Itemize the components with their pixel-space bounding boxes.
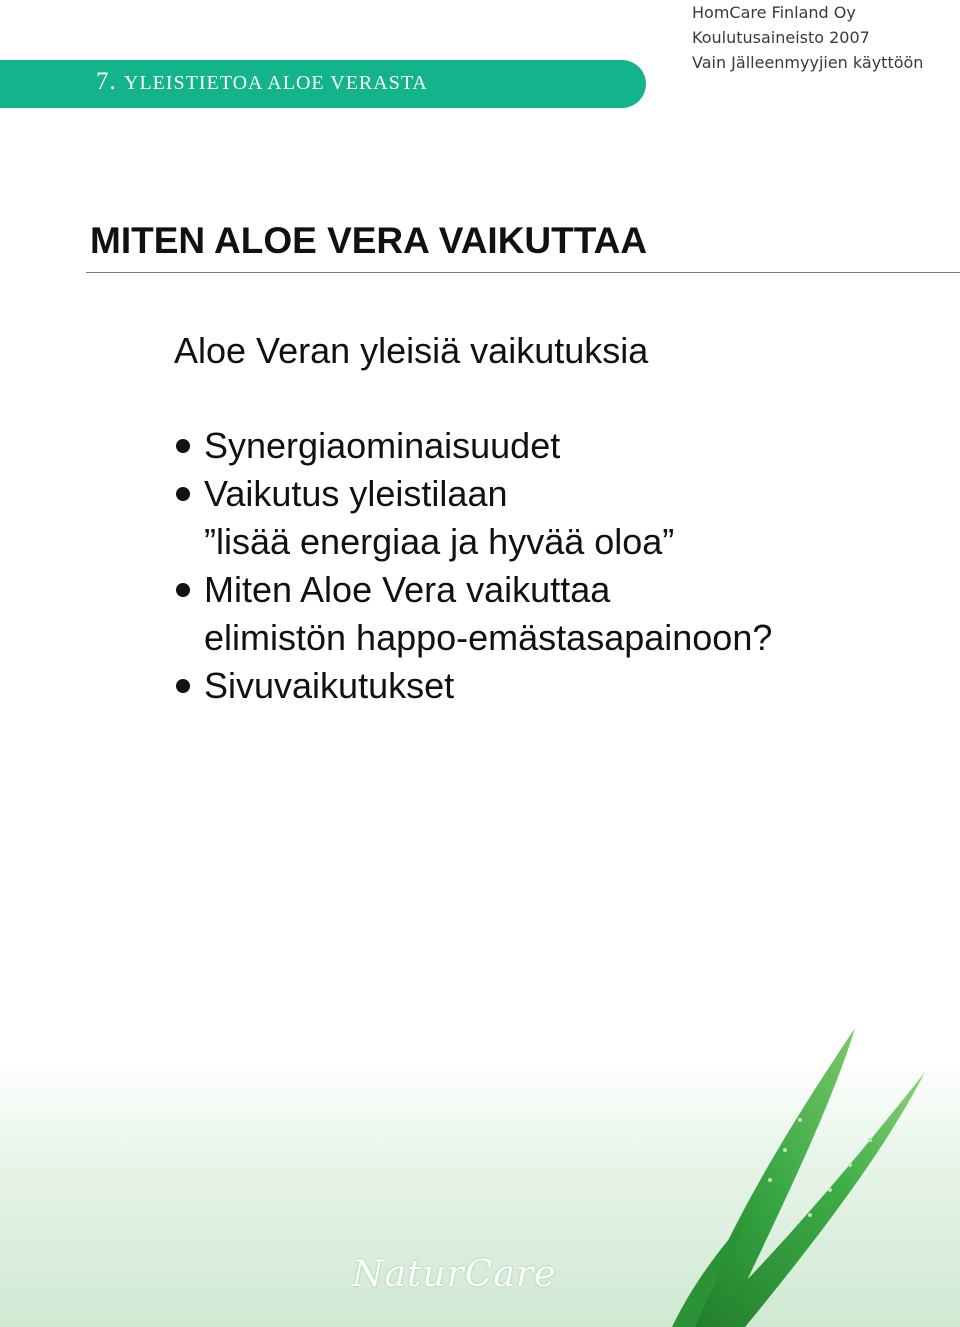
list-item-text: Miten Aloe Vera vaikuttaa	[204, 569, 611, 610]
material-label: Koulutusaineisto 2007	[692, 28, 870, 47]
list-item-text-continued: ”lisää energiaa ja hyvää oloa”	[204, 521, 675, 562]
list-item-text-continued: elimistön happo-emästasapainoon?	[204, 617, 773, 658]
section-title: MITEN ALOE VERA VAIKUTTAA	[90, 220, 648, 261]
list-item-text: Vaikutus yleistilaan	[204, 473, 508, 514]
chapter-number: 7.	[96, 68, 117, 95]
company-name: HomCare Finland Oy	[692, 3, 856, 22]
list-item	[174, 566, 772, 662]
bullet-icon	[176, 487, 190, 501]
chapter-title-text: YLEISTIETOA ALOE VERASTA	[124, 72, 428, 94]
bullet-icon	[176, 583, 190, 597]
list-item-text: Sivuvaikutukset	[204, 665, 455, 706]
naturcare-logo: NaturCare	[352, 1254, 557, 1295]
list-item	[174, 662, 772, 710]
section-divider	[86, 272, 960, 273]
content-subtitle: Aloe Veran yleisiä vaikutuksia	[174, 330, 649, 371]
company-info	[692, 0, 923, 75]
list-item	[174, 422, 772, 470]
chapter-title	[96, 68, 428, 96]
restriction-label: Vain Jälleenmyyjien käyttöön	[692, 53, 924, 72]
list-item	[174, 470, 772, 566]
bullet-icon	[176, 439, 190, 453]
list-item-text: Synergiaominaisuudet	[204, 425, 561, 466]
bullet-list	[174, 422, 772, 710]
bullet-icon	[176, 679, 190, 693]
